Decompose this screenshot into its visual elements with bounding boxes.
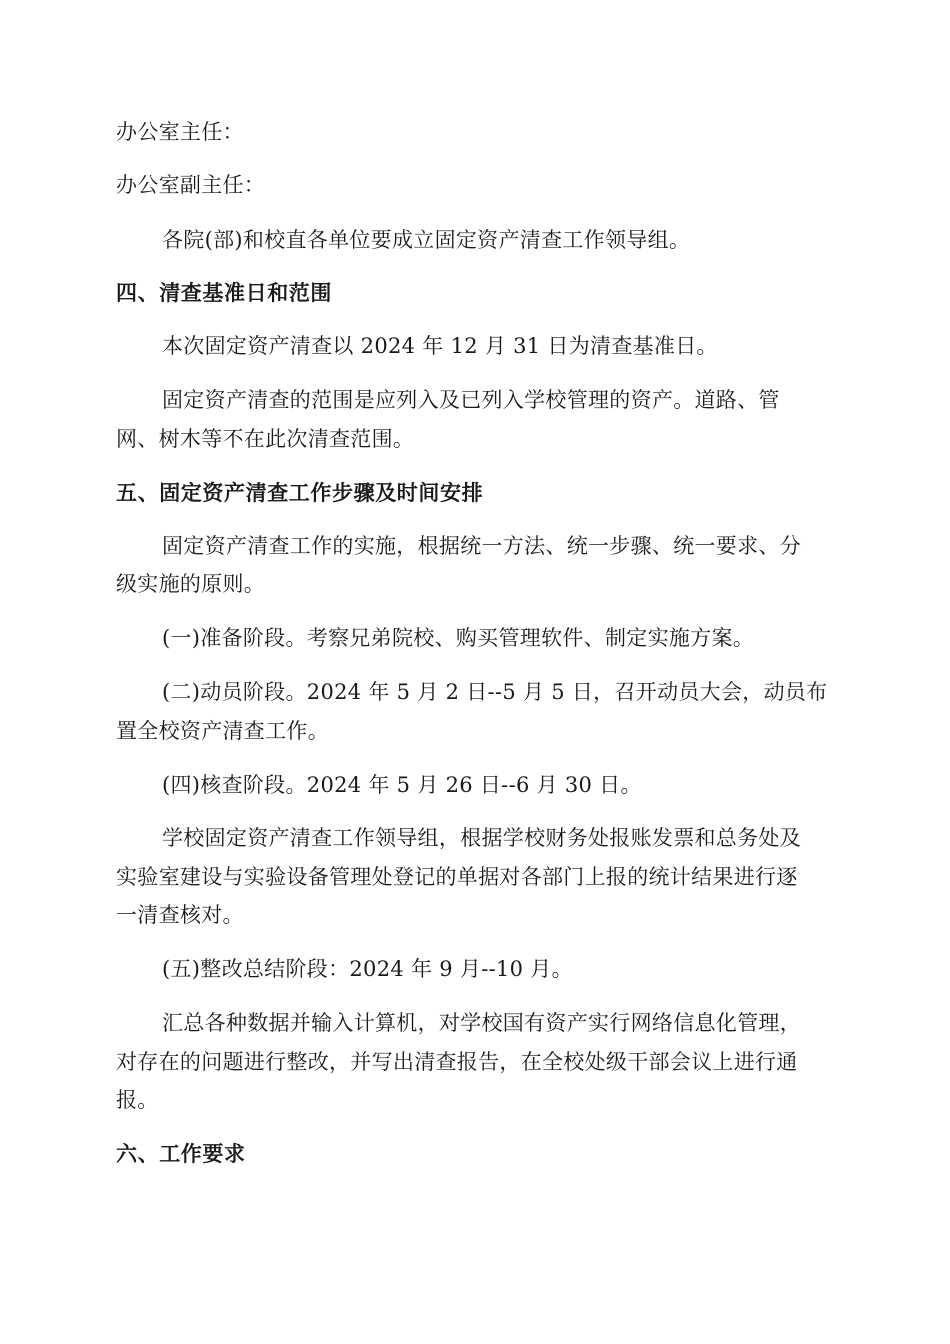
paragraph-summary-line-3: 报。 (116, 1088, 159, 1112)
section-heading-4: 四、清查基准日和范围 (116, 281, 332, 305)
office-deputy-director-line: 办公室副主任： (116, 173, 266, 197)
stage-mobilize-line-1: (二)动员阶段。2024 年 5 月 2 日--5 月 5 日，召开动员大会，动员布 (162, 680, 828, 704)
paragraph-principle-line-2: 级实施的原则。 (116, 572, 266, 596)
paragraph-leading-group: 各院(部)和校直各单位要成立固定资产清查工作领导组。 (162, 228, 691, 252)
paragraph-verify-line-3: 一清查核对。 (116, 903, 244, 927)
paragraph-summary-line-1: 汇总各种数据并输入计算机，对学校国有资产实行网络信息化管理， (162, 1011, 801, 1035)
stage-verify: (四)核查阶段。2024 年 5 月 26 日--6 月 30 日。 (162, 773, 642, 797)
section-heading-5: 五、固定资产清查工作步骤及时间安排 (116, 481, 484, 505)
paragraph-scope-line-2: 网、树木等不在此次清查范围。 (116, 427, 415, 451)
paragraph-summary-line-2: 对存在的问题进行整改，并写出清查报告，在全校处级干部会议上进行通 (116, 1050, 798, 1074)
paragraph-scope-line-1: 固定资产清查的范围是应列入及已列入学校管理的资产。道路、管 (162, 388, 780, 412)
stage-summary: (五)整改总结阶段：2024 年 9 月--10 月。 (162, 957, 573, 981)
paragraph-principle-line-1: 固定资产清查工作的实施，根据统一方法、统一步骤、统一要求、分 (162, 534, 801, 558)
paragraph-base-date: 本次固定资产清查以 2024 年 12 月 31 日为清查基准日。 (162, 334, 718, 358)
paragraph-verify-line-1: 学校固定资产清查工作领导组，根据学校财务处报账发票和总务处及 (162, 826, 801, 850)
section-heading-6: 六、工作要求 (116, 1142, 246, 1166)
office-director-line: 办公室主任： (116, 120, 244, 144)
stage-mobilize-line-2: 置全校资产清查工作。 (116, 719, 329, 743)
stage-prepare: (一)准备阶段。考察兄弟院校、购买管理软件、制定实施方案。 (162, 626, 755, 650)
paragraph-verify-line-2: 实验室建设与实验设备管理处登记的单据对各部门上报的统计结果进行逐 (116, 865, 798, 889)
